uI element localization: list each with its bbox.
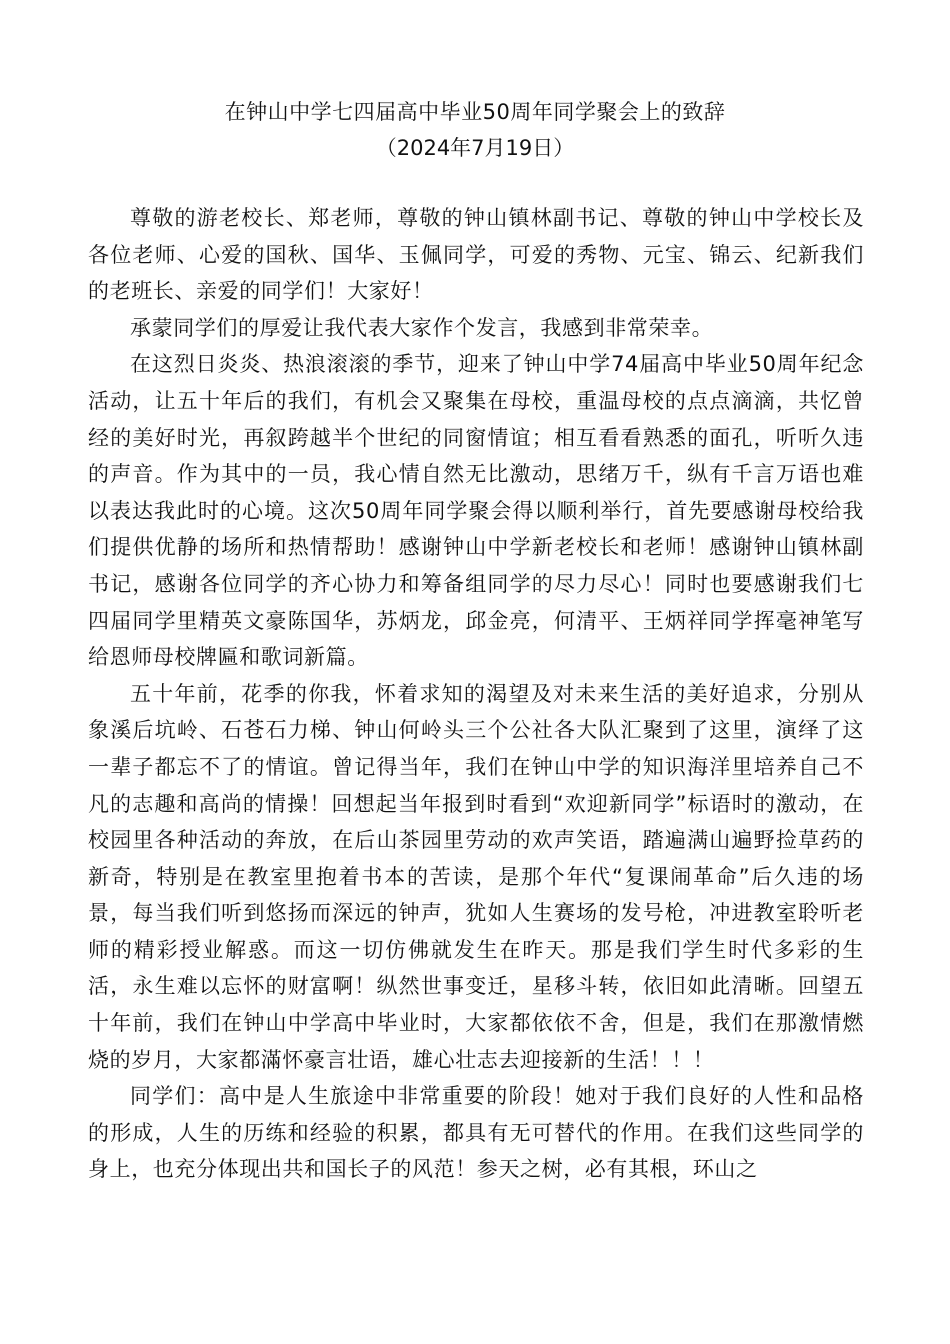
- document-title: 在钟山中学七四届高中毕业50周年同学聚会上的致辞: [224, 100, 726, 124]
- document-date: （2024年7月19日）: [375, 136, 575, 160]
- document-body: [88, 200, 864, 1188]
- paragraph-classmates: 同学们：高中是人生旅途中非常重要的阶段！她对于我们良好的人性和品格的形成，人生的历练和经验的积累，都具有无可替代的作用。在我们这些同学的身上，也充分体现出共和国长子的风范！参天之树，必有其根，环山之: [88, 1084, 864, 1182]
- paragraph-honor: 承蒙同学们的厚爱让我代表大家作个发言，我感到非常荣幸。: [130, 315, 714, 340]
- paragraph-greeting: 尊敬的游老校长、郑老师，尊敬的钟山镇林副书记、尊敬的钟山中学校长及各位老师、心爱的国秋、国华、玉佩同学，可爱的秀物、元宝、锦云、纪新我们的老班长、亲爱的同学们！大家好！: [88, 206, 864, 304]
- paragraph-anniversary: 在这烈日炎炎、热浪滚滚的季节，迎来了钟山中学74届高中毕业50周年纪念活动，让五十年后的我们，有机会又聚集在母校，重温母校的点点滴滴，共忆曾经的美好时光，再叙跨越半个世纪的同窗情谊；相互看看熟悉的面孔，听听久违的声音。作为其中的一员，我心情自然无比激动，思绪万千，纵有千言万语也难以表达我此时的心境。这次50周年同学聚会得以顺利举行，首先要感谢母校给我们提供优静的场所和热情帮助！感谢钟山中学新老校长和老师！感谢钟山镇林副书记，感谢各位同学的齐心协力和筹备组同学的尽力尽心！同时也要感谢我们七四届同学里精英文豪陈国华，苏炳龙，邱金亮，何清平、王炳祥同学挥毫神笔写给恩师母校牌匾和歌词新篇。: [88, 352, 864, 670]
- paragraph-memories: 五十年前，花季的你我，怀着求知的渴望及对未来生活的美好追求，分别从象溪后坑岭、石苍石力梯、钟山何岭头三个公社各大队汇聚到了这里，演绎了这一辈子都忘不了的情谊。曾记得当年，我们在钟山中学的知识海洋里培养自己不凡的志趣和高尚的情操！回想起当年报到时看到“欢迎新同学”标语时的激动，在校园里各种活动的奔放，在后山茶园里劳动的欢声笑语，踏遍满山遍野捡草药的新奇，特别是在教室里抱着书本的苦读，是那个年代“复课闹革命”后久违的场景，每当我们听到悠扬而深远的钟声，犹如人生赛场的发号枪，冲进教室聆听老师的精彩授业解惑。而这一切仿佛就发生在昨天。那是我们学生时代多彩的生活，永生难以忘怀的财富啊！纵然世事变迁，星移斗转，依旧如此清晰。回望五十年前，我们在钟山中学高中毕业时，大家都依依不舍，但是，我们在那激情燃烧的岁月，大家都滿怀豪言壮语，雄心壮志去迎接新的生活！！！: [88, 681, 864, 1072]
